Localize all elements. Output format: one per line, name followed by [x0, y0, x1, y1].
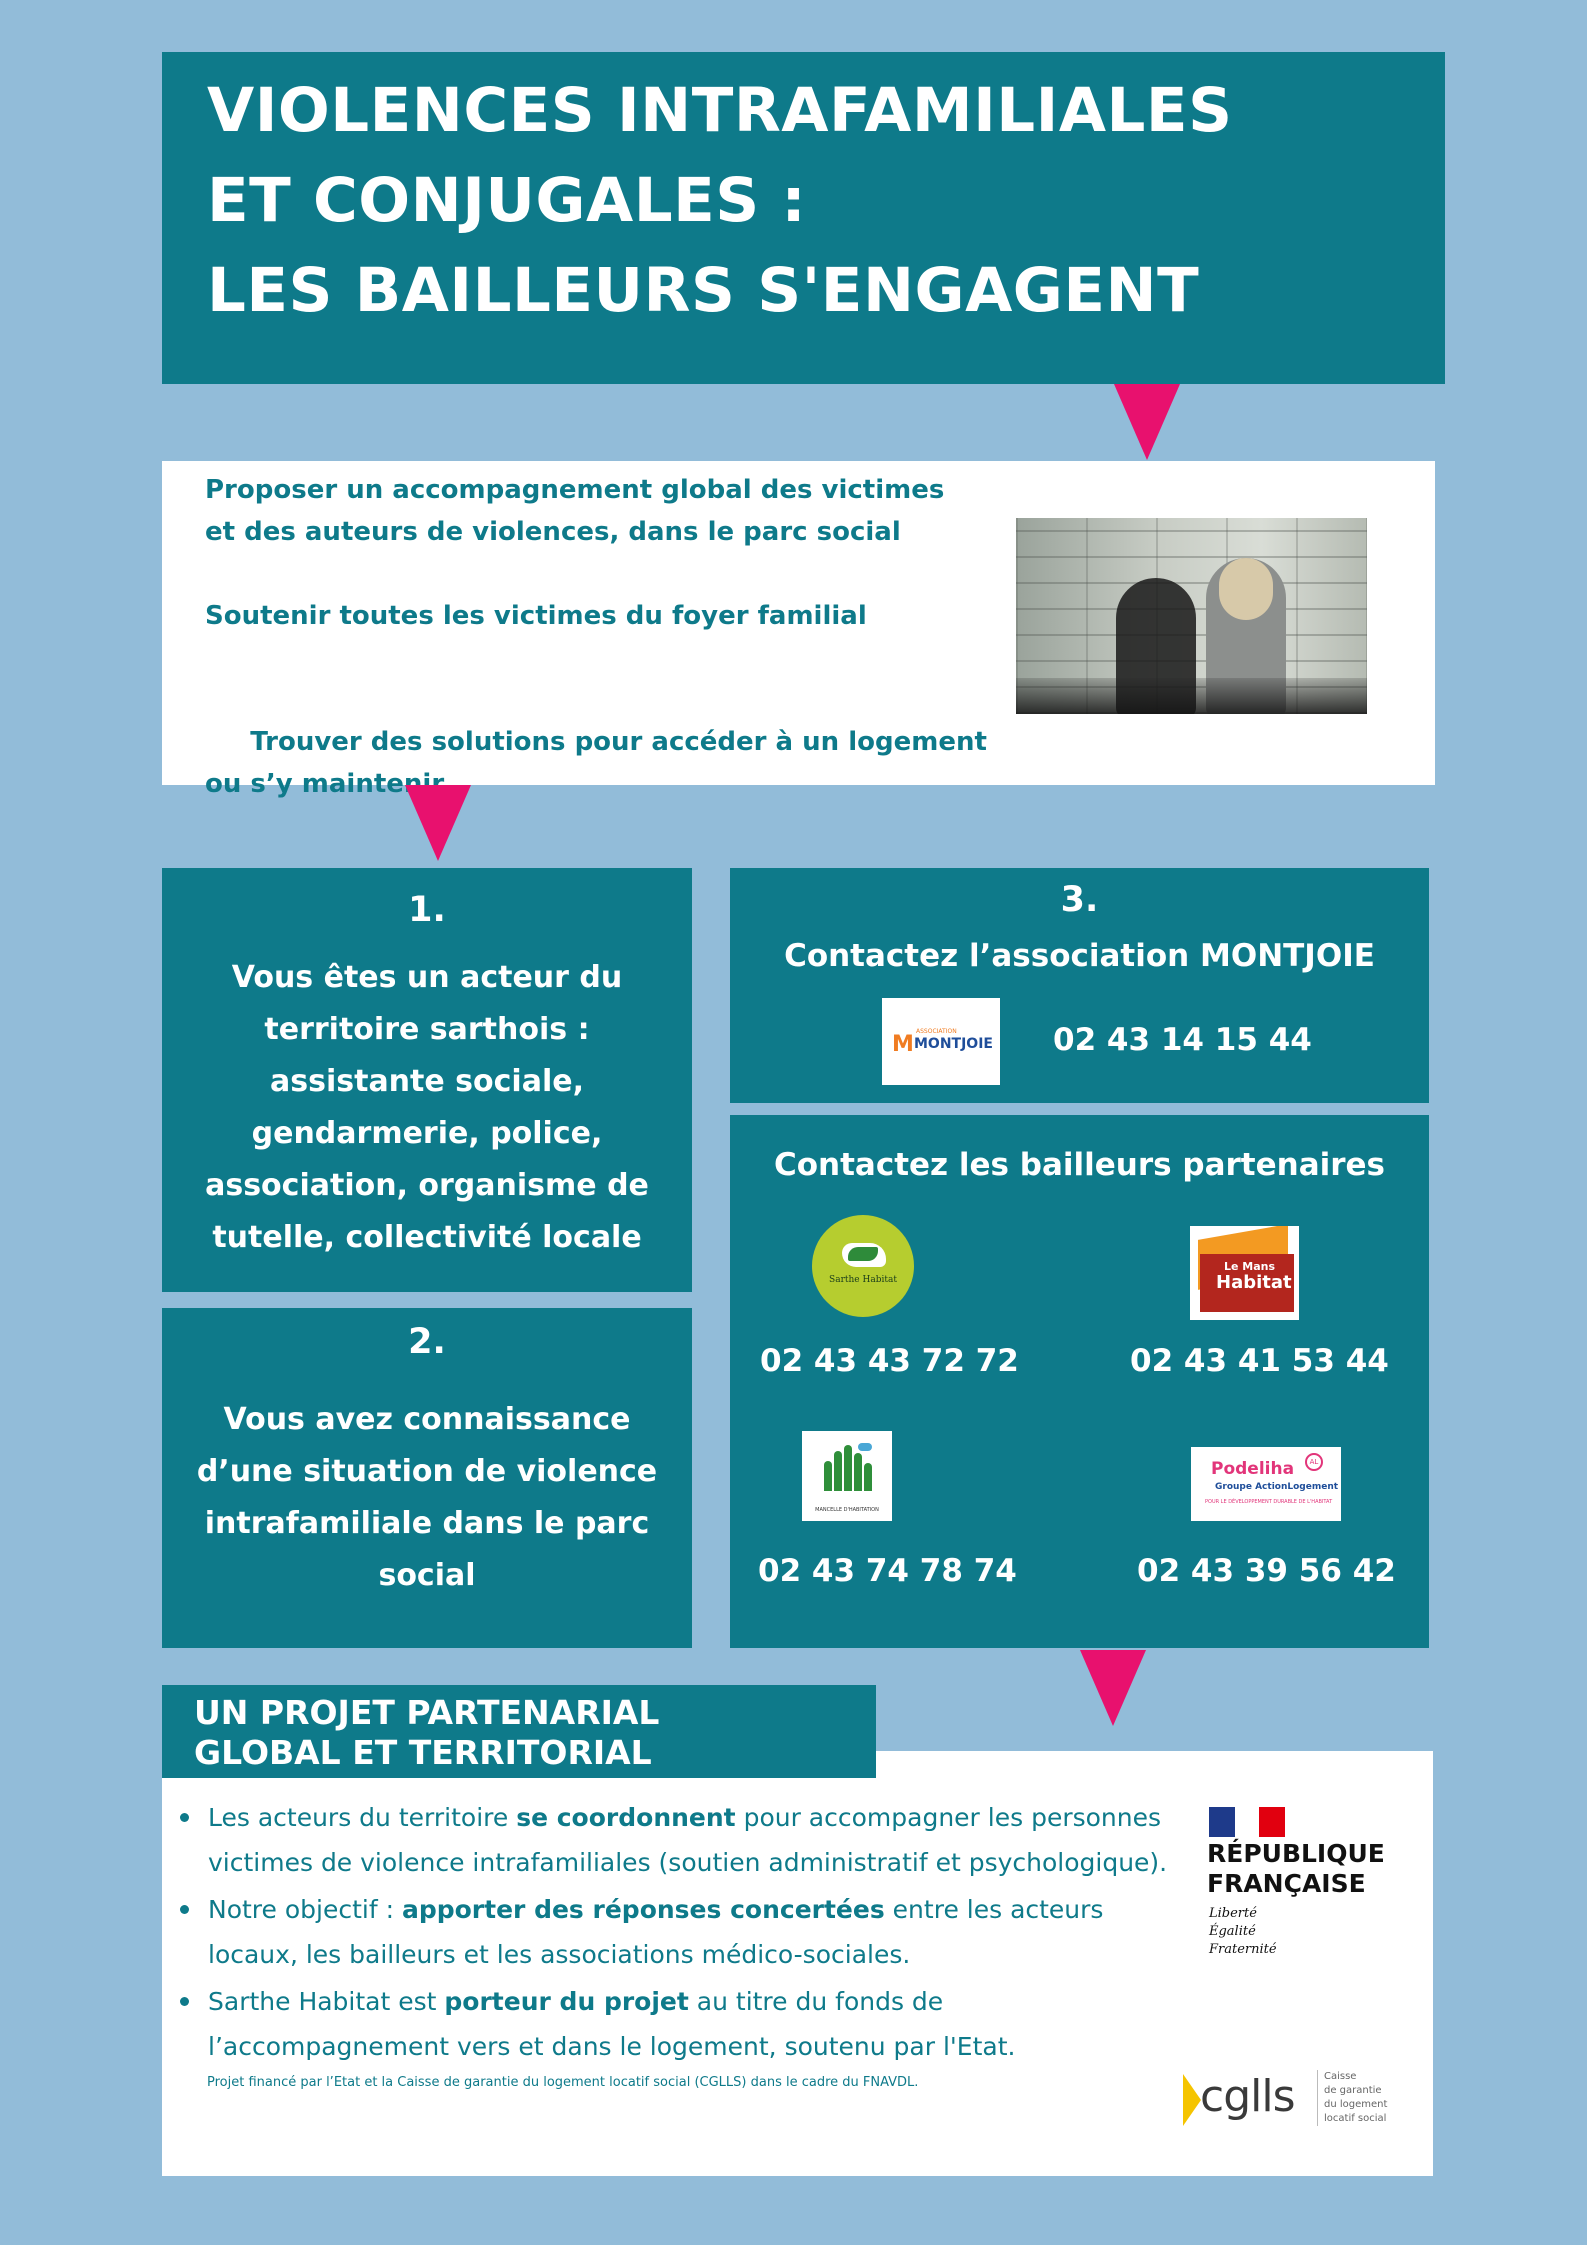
step-2-panel	[162, 1308, 692, 1648]
list-item: Les acteurs du territoire se coordonnent pour accompagner les personnes victimes de violence intrafamiliales (soutien administratif et psychologique).	[178, 1795, 1168, 1885]
step-1-text: Vous êtes un acteur du territoire sarthois : assistante sociale, gendarmerie, police, association, organisme de tutelle, collectivité locale	[205, 960, 649, 1255]
montjoie-logo: M ASSOCIATION MONTJOIE	[882, 998, 1000, 1085]
le-mans-habitat-logo: Le Mans Habitat	[1190, 1226, 1299, 1320]
project-heading: UN PROJET PARTENARIAL GLOBAL ET TERRITORIAL	[194, 1693, 660, 1772]
sarthe-habitat-logo: Sarthe Habitat	[812, 1215, 914, 1317]
step-1-panel	[162, 868, 692, 1292]
montjoie-phone[interactable]: 02 43 14 15 44	[1053, 1022, 1312, 1058]
step-2-text: Vous avez connaissance d’une situation de violence intrafamiliale dans le parc social	[196, 1402, 658, 1593]
le-mans-habitat-phone[interactable]: 02 43 41 53 44	[1130, 1343, 1389, 1379]
arrow-down-icon	[1114, 384, 1180, 460]
intro-item-soutenir: Soutenir toutes les victimes du foyer familial	[205, 601, 867, 631]
child-photo	[1016, 518, 1367, 714]
step-number: 3.	[1060, 880, 1099, 920]
french-flag-icon	[1209, 1807, 1285, 1837]
step-number: 2.	[408, 1322, 446, 1362]
list-item: Sarthe Habitat est porteur du projet au titre du fonds de l’accompagnement vers et dans le logement, soutenu par l'Etat.	[178, 1979, 1168, 2069]
bullet-icon	[180, 1813, 189, 1822]
bullet-icon	[180, 1997, 189, 2006]
arrow-down-icon	[1080, 1650, 1146, 1726]
republique-francaise-logo: RÉPUBLIQUE FRANÇAISE Liberté Égalité Fraternité	[1205, 1801, 1405, 1971]
mancelle-habitation-logo: MANCELLE D'HABITATION	[802, 1431, 892, 1521]
sarthe-habitat-phone[interactable]: 02 43 43 72 72	[760, 1343, 1019, 1379]
title-banner	[162, 52, 1445, 384]
step-3-panel	[730, 868, 1429, 1103]
podeliha-logo: Podeliha AL Groupe ActionLogement POUR LE DÉVELOPPEMENT DURABLE DE L'HABITAT	[1191, 1447, 1341, 1521]
partners-heading: Contactez les bailleurs partenaires	[773, 1147, 1386, 1183]
intro-panel	[162, 461, 1435, 799]
bullet-icon	[180, 1905, 189, 1914]
intro-item-accompagnement: Proposer un accompagnement global des victimes et des auteurs de violences, dans le parc social	[205, 475, 945, 547]
funding-footnote: Projet financé par l’Etat et la Caisse de garantie du logement locatif social (CGLLS) dans le cadre du FNAVDL.	[207, 2075, 919, 2090]
partners-panel	[730, 1115, 1429, 1648]
podeliha-phone[interactable]: 02 43 39 56 42	[1137, 1553, 1396, 1589]
step-number: 1.	[408, 890, 446, 930]
arrow-down-icon	[405, 785, 471, 861]
project-bullet-list	[178, 1795, 1168, 2071]
page-title: VIOLENCES INTRAFAMILIALES ET CONJUGALES : LES BAILLEURS S'ENGAGENT	[207, 75, 1233, 326]
cglls-mark-icon	[1183, 2074, 1201, 2126]
montjoie-heading: Contactez l’association MONTJOIE	[784, 938, 1375, 974]
intro-item-logement: Trouver des solutions pour accéder à un logement ou s’y maintenir	[205, 727, 987, 799]
list-item: Notre objectif : apporter des réponses concertées entre les acteurs locaux, les bailleurs et les associations médico-sociales.	[178, 1887, 1168, 1977]
cglls-logo: cglls Caisse de garantie du logement locatif social	[1180, 2068, 1390, 2130]
mancelle-habitation-phone[interactable]: 02 43 74 78 74	[758, 1553, 1017, 1589]
project-heading-tab	[162, 1685, 876, 1778]
